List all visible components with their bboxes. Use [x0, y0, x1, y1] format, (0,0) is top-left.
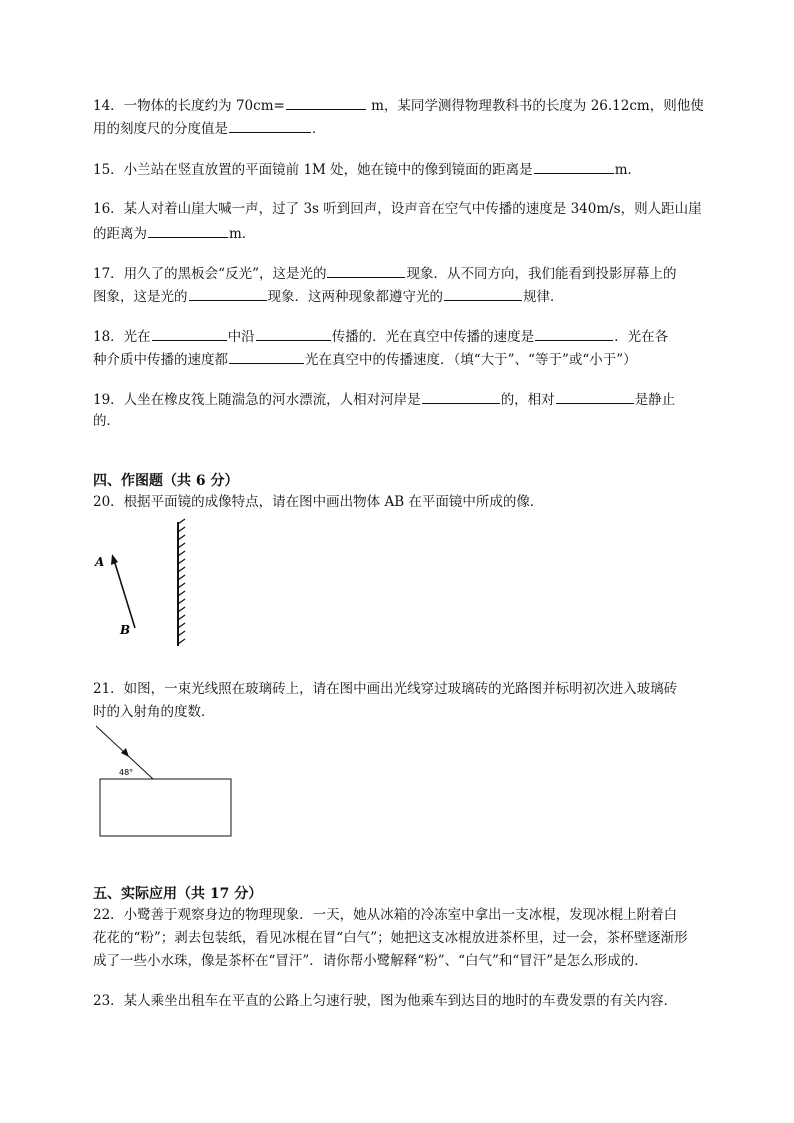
q16-blank-1[interactable]: [148, 224, 228, 238]
q17-text-b: 现象．从不同方向，我们能看到投影屏幕上的: [406, 266, 677, 282]
q14-text-d: ．: [312, 121, 326, 137]
q14-line-2: [93, 119, 326, 137]
q22-line-1: [93, 907, 677, 923]
q18-text-c: 传播的．光在真空中传播的速度是: [331, 329, 535, 345]
q18-line-2: [93, 350, 637, 368]
q17-line-2: [93, 287, 564, 305]
q15-blank-1[interactable]: [534, 160, 614, 174]
q18-blank-2[interactable]: [256, 327, 331, 341]
q21-line-2: [93, 704, 215, 720]
q14-blank-2[interactable]: [229, 119, 311, 133]
q19-text-a: 19．人坐在橡皮筏上随湍急的河水漂流，人相对河岸是: [93, 392, 421, 408]
glass-brick: [100, 779, 231, 836]
q19-blank-2[interactable]: [556, 390, 634, 404]
q17-text-a: 17．用久了的黑板会“反光”，这是光的: [93, 266, 327, 282]
q21-text-a: 21．如图，一束光线照在玻璃砖上，请在图中画出光线穿过玻璃砖的光路图并标明初次进入玻璃砖: [93, 681, 678, 697]
q22-text-c: 成了一些小水珠，像是茶杯在“冒汗”．请你帮小鹭解释“粉”、“白气”和“冒汗”是怎么形成的．: [93, 953, 648, 969]
q16-text-b: 的距离为: [93, 226, 147, 242]
q18-blank-4[interactable]: [229, 350, 304, 364]
q18-blank-1[interactable]: [152, 327, 227, 341]
q20-line-1: [93, 494, 543, 510]
q19-blank-1[interactable]: [422, 390, 500, 404]
q17-text-d: 现象．这两种现象都遵守光的: [267, 289, 443, 305]
q18-text-d: ．光在各: [614, 329, 669, 345]
q22-text-b: 花花的“粉”；剥去包装纸，看见冰棍在冒“白气”；她把这支冰棍放进茶杯里，过一会，茶杯壁逐渐形: [93, 930, 688, 946]
q16-line-1: [93, 201, 702, 217]
q14-text-c: 用的刻度尺的分度值是: [93, 121, 228, 137]
q20-text: 20．根据平面镜的成像特点，请在图中画出物体 AB 在平面镜中所成的像．: [93, 494, 544, 510]
q23-text: 23．某人乘坐出租车在平直的公路上匀速行驶，图为他乘车到达目的地时的车费发票的有关内容．: [93, 993, 678, 1009]
label-b: B: [120, 623, 131, 637]
q14-text-b: m，某同学测得物理教科书的长度为 26.12cm，则他使: [366, 98, 704, 114]
label-a: A: [95, 555, 105, 569]
q17-text-e: 规律．: [523, 289, 564, 305]
section-4-title: 四、作图题（共 6 分）: [93, 473, 239, 489]
q14-text-a: 14．一物体的长度约为 70cm=: [93, 98, 285, 114]
q14-blank-1[interactable]: [286, 96, 366, 110]
q15-line-1: [93, 160, 641, 178]
q22-line-2: [93, 930, 688, 946]
q18-text-f: 光在真空中的传播速度．（填“大于”、“等于”或“小于”）: [305, 352, 637, 368]
q18-text-e: 种介质中传播的速度都: [93, 352, 228, 368]
q18-text-b: 中沿: [227, 329, 255, 345]
q18-line-1: [93, 327, 668, 345]
q18-blank-3[interactable]: [535, 327, 613, 341]
q20-mirror-figure: [90, 518, 200, 650]
angle-label: 48°: [119, 768, 134, 777]
q17-line-1: [93, 264, 676, 282]
q21-line-1: [93, 681, 677, 697]
q19-line-2: [93, 413, 120, 429]
q17-text-c: 图象，这是光的: [93, 289, 188, 305]
q21-glass-figure: [92, 722, 237, 840]
q21-text-b: 时的入射角的度数．: [93, 704, 215, 720]
object-arrowhead: [111, 554, 118, 565]
q16-text-a: 16．某人对着山崖大喊一声，过了 3s 听到回声，设声音在空气中传播的速度是 340m/s，则人距山崖: [93, 201, 702, 217]
q18-text-a: 18．光在: [93, 329, 151, 345]
q19-text-c: 是静止: [634, 392, 676, 408]
q23-line-1: [93, 993, 677, 1009]
incident-ray-arrowhead: [121, 748, 129, 757]
mirror-hatching: [178, 519, 185, 644]
q15-text-a: 15．小兰站在竖直放置的平面镜前 1M 处，她在镜中的像到镜面的距离是: [93, 162, 533, 178]
q17-blank-1[interactable]: [327, 264, 405, 278]
q19-line-1: [93, 390, 675, 408]
q15-text-b: m．: [614, 162, 641, 178]
q16-text-c: m．: [229, 226, 256, 242]
q19-text-d: 的．: [93, 413, 120, 429]
q19-text-b: 的，相对: [500, 392, 555, 408]
q17-blank-2[interactable]: [189, 287, 267, 301]
q17-blank-3[interactable]: [444, 287, 522, 301]
q22-line-3: [93, 953, 648, 969]
section-5-title: 五、实际应用（共 17 分）: [93, 886, 263, 902]
q16-line-2: [93, 224, 255, 242]
object-ab: [114, 560, 135, 628]
q14-line-1: [93, 96, 704, 114]
q22-text-a: 22．小鹭善于观察身边的物理现象．一天，她从冰箱的冷冻室中拿出一支冰棍，发现冰棍上附着白: [93, 907, 678, 923]
